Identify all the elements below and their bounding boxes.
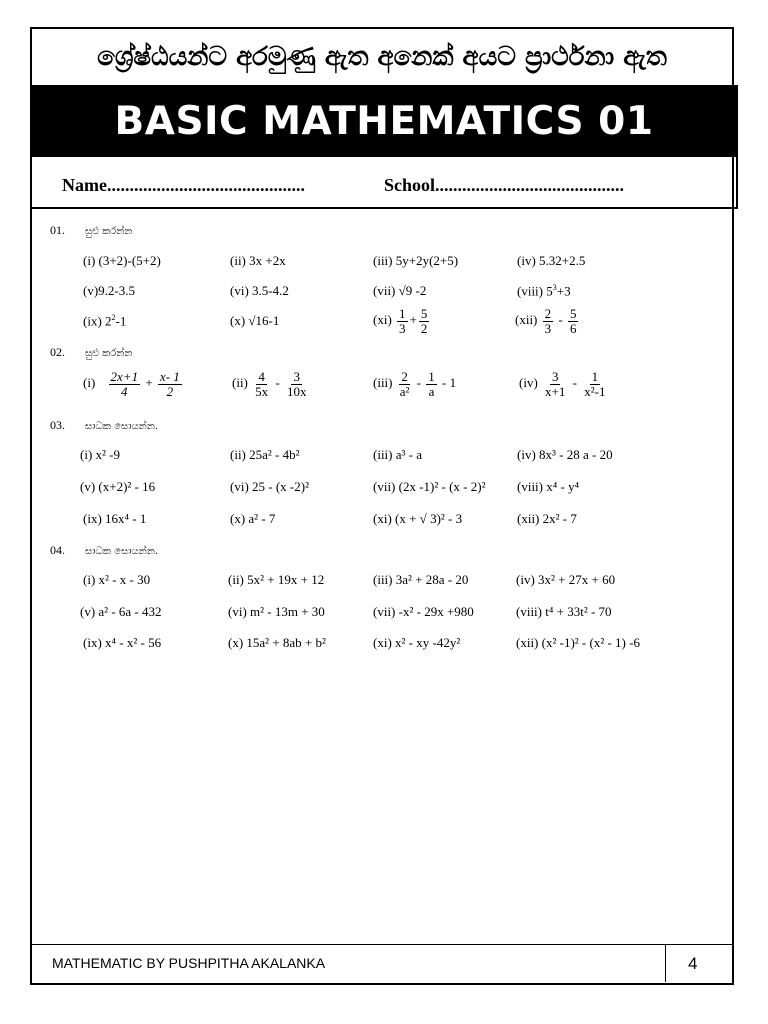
q3-item-iv: (iv) 8x³ - 28 a - 20: [517, 447, 613, 462]
page-title: BASIC MATHEMATICS 01: [30, 85, 738, 157]
question-number: 04.: [50, 543, 65, 557]
q1-item-x: (x) √16-1: [230, 313, 280, 328]
q1-item-i: (i) (3+2)-(5+2): [83, 253, 161, 268]
name-field[interactable]: Name............................................: [62, 175, 305, 195]
q4-item-i: (i) x² - x - 30: [83, 572, 151, 587]
question-number: 02.: [50, 345, 65, 359]
q1-item-xi: (xi) $\frac{1}{3}$ + $\frac{5}{2}$: [373, 306, 428, 336]
page-number: 4: [688, 954, 698, 973]
footer-author: MATHEMATIC BY PUSHPITHA AKALANKA: [52, 955, 326, 971]
q3-item-x: (x) a² - 7: [230, 511, 276, 526]
q2-item-ii: (ii) $\frac{4}{5x}$ - $\frac{3}{10x}$: [232, 369, 307, 399]
q1-item-ii: (ii) 3x +2x: [230, 253, 286, 268]
q1-item-iii: (iii) 5y+2y(2+5): [373, 253, 459, 268]
q3-item-i: (i) x² -9: [80, 447, 120, 462]
q4-item-v: (v) a² - 6a - 432: [80, 604, 162, 619]
sinhala-motto: ශ්‍රේෂ්ඨයන්ට අරමුණු ඇත අනෙක් අයට ප්‍රාර්ථනා ඇත: [97, 41, 667, 72]
q4-item-xii: (xii) (x² -1)² - (x² - 1) -6: [516, 635, 640, 650]
q4-item-ii: (ii) 5x² + 19x + 12: [228, 572, 325, 587]
q3-item-xi: (xi) (x + √ 3)² - 3: [373, 511, 463, 526]
question-instruction: සුළු කරන්න: [85, 348, 133, 359]
q4-item-vii: (vii) -x² - 29x +980: [373, 604, 474, 619]
q3-item-iii: (iii) a³ - a: [373, 447, 423, 462]
q3-item-xii: (xii) 2x² - 7: [517, 511, 577, 526]
question-instruction: සාධක සොයන්න.: [85, 546, 159, 557]
q3-item-ix: (ix) 16x⁴ - 1: [83, 511, 147, 526]
q1-item-vi: (vi) 3.5-4.2: [230, 283, 289, 298]
q4-item-vi: (vi) m² - 13m + 30: [228, 604, 325, 619]
q2-item-iii: (iii) $\frac{2}{\text{a²}}$ - $\frac{1}{a}$ - 1: [373, 369, 457, 399]
q2-item-iv: (iv) $\frac{3}{x+1}$ - $\frac{1}{\text{x²-1}}$: [519, 369, 606, 399]
q1-item-v: (v)9.2-3.5: [83, 283, 135, 298]
q1-item-xii: (xii) $\frac{2}{3}$ - $\frac{5}{6}$: [515, 306, 577, 336]
q4-item-iii: (iii) 3a² + 28a - 20: [373, 572, 469, 587]
q4-item-viii: (viii) t⁴ + 33t² - 70: [516, 604, 612, 619]
q1-item-ix: (ix) $2^2-1$: [83, 313, 127, 329]
q4-item-ix: (ix) x⁴ - x² - 56: [83, 635, 162, 650]
q4-item-iv: (iv) 3x² + 27x + 60: [516, 572, 616, 587]
question-1-heading: [50, 223, 133, 238]
question-number: 03.: [50, 418, 65, 432]
q3-item-viii: (viii) x⁴ - y⁴: [517, 479, 580, 494]
question-4-heading: [50, 543, 158, 558]
q3-item-vii: (vii) (2x -1)² - (x - 2)²: [373, 479, 486, 494]
q2-item-i: (i) $\frac{2x+1}{4}$ + $\frac{x- 1}{2}$: [83, 369, 180, 399]
question-2-heading: [50, 345, 133, 360]
q1-item-iv: (iv) 5.32+2.5: [517, 253, 586, 268]
q3-item-v: (v) (x+2)² - 16: [80, 479, 156, 494]
name-school-row: [30, 157, 738, 209]
question-number: 01.: [50, 223, 65, 237]
q1-item-viii: (viii) $5^3+3$: [517, 283, 571, 299]
q1-item-vii: (vii) √9 -2: [373, 283, 427, 298]
footer-separator: [665, 944, 666, 982]
question-3-heading: [50, 418, 158, 433]
q4-item-xi: (xi) x² - xy -42y²: [373, 635, 461, 650]
footer-divider: [30, 944, 734, 945]
question-instruction: සුළු කරන්න: [85, 226, 133, 237]
q3-item-vi: (vi) 25 - (x -2)²: [230, 479, 309, 494]
q3-item-ii: (ii) 25a² - 4b²: [230, 447, 300, 462]
q4-item-x: (x) 15a² + 8ab + b²: [228, 635, 326, 650]
question-instruction: සාධක සොයන්න.: [85, 421, 159, 432]
school-field[interactable]: School..........................................: [384, 175, 625, 195]
